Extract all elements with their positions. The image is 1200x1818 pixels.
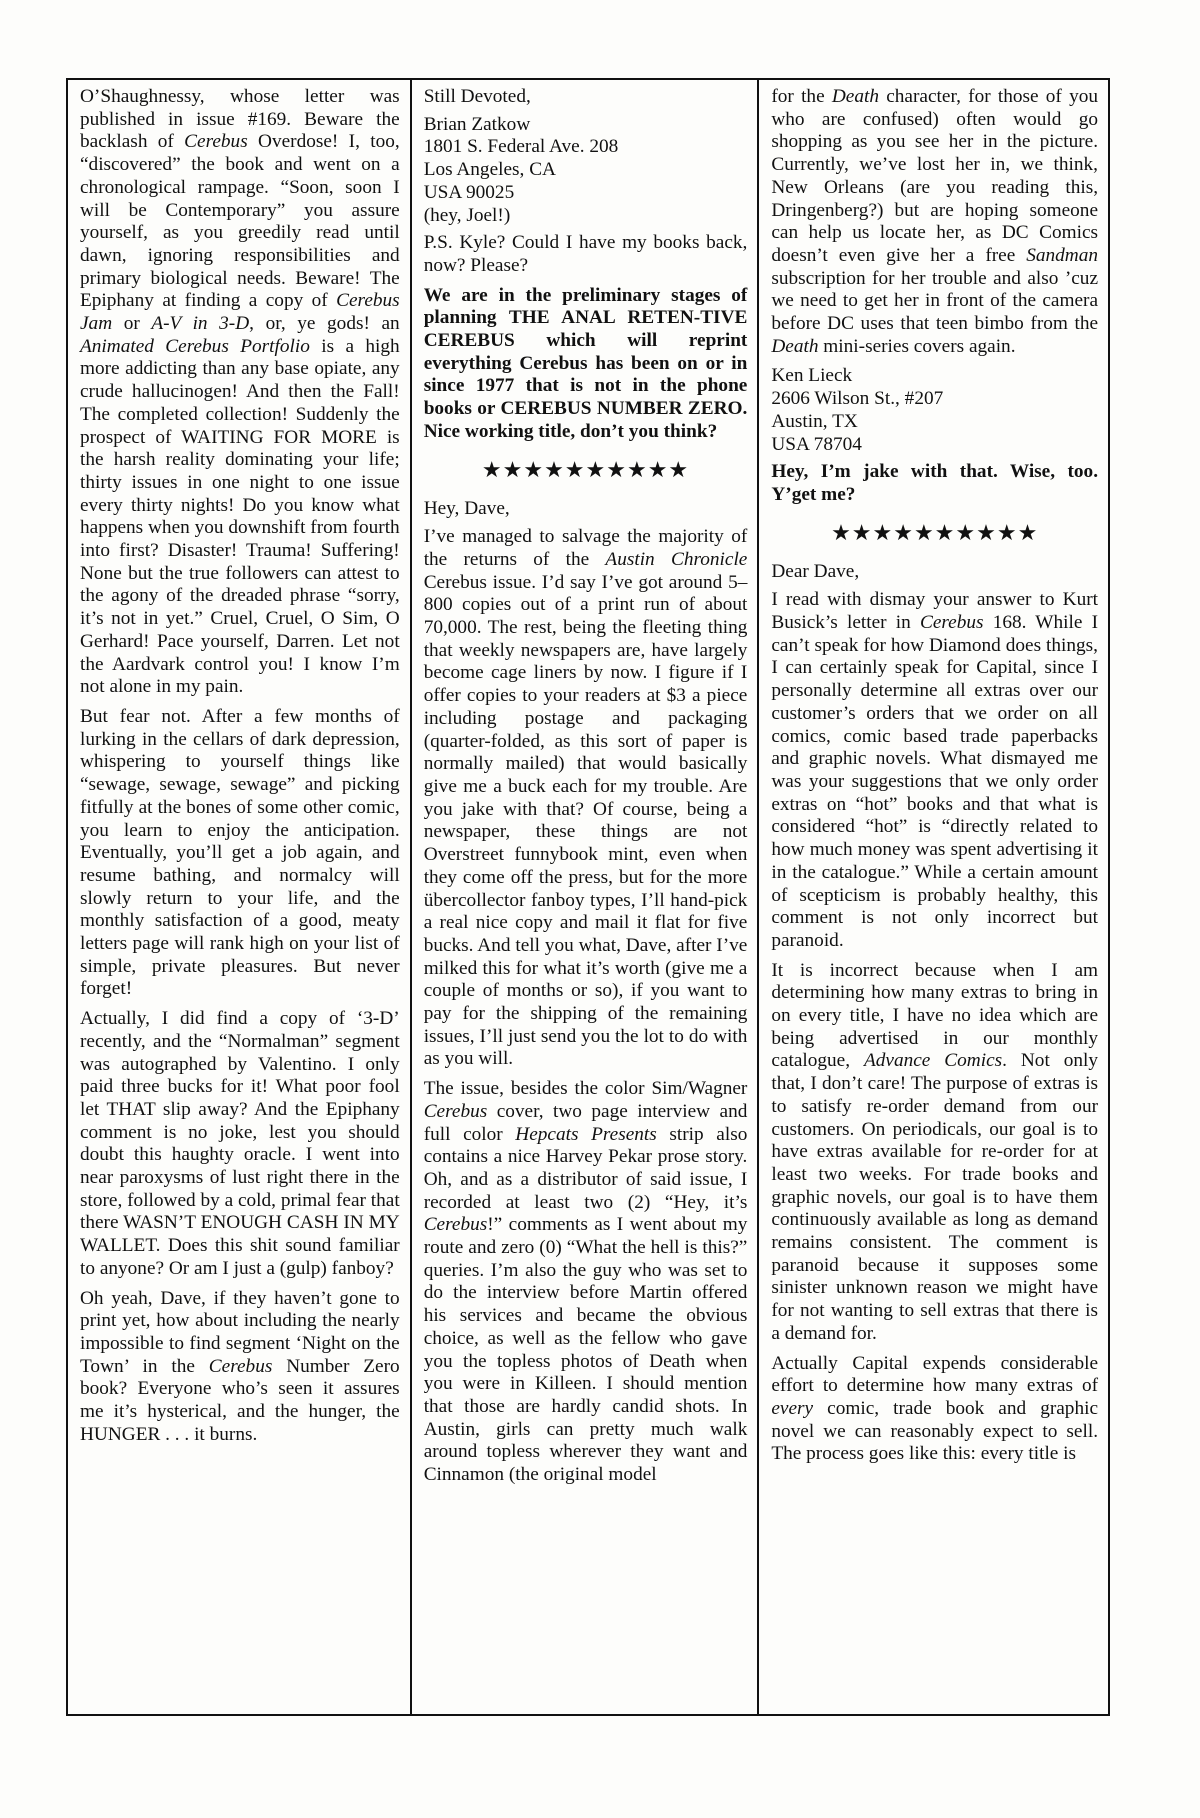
- paragraph: The issue, besides the color Sim/Wagner Cerebus cover, two page interview and full color Hepcats Presents strip also contains a nice Harvey Pekar prose story. Oh, and as a distributor of said issue, I recorded at least two (2) “Hey, it’s Cerebus!” comments as I went about my route and zero (0) “What the hell is this?” queries. I’m also the guy who was set to do the interview before Martin offered his services and became the obvious choice, as well as the fellow who gave you the topless photos of Death when you were in Killeen. I should mention that those are hardly candid shots. In Austin, girls can pretty much walk around topless wherever they want and Cinnamon (the original model: [423, 1078, 748, 1486]
- paragraph: I read with dismay your answer to Kurt Busick’s letter in Cerebus 168. While I can’t speak for how Diamond does things, I can certainly speak for Capital, since I personally determine all extras over our customer’s orders that we order on all comics, comic based trade paperbacks and graphic novels. What dismayed me was your suggestions that we only order extras on “hot” books and that what is considered “hot” is “directly related to how much money was spent advertising it in the catalogue.” While a certain amount of scepticism is probably healthy, this comment is not only incorrect but paranoid.: [771, 589, 1099, 951]
- paragraph: I’ve managed to salvage the majority of the returns of the Austin Chronicle Cerebus issue. I’d say I’ve got around 5–800 copies out of a print run of about 70,000. The rest, being the fleeting thing that weekly newspapers are, have largely become cage liners by now. I figure if I offer copies to your readers at $3 a piece including postage and packaging (quarter-folded, as this sort of paper is normally mailed) that would basically give me a buck each for my trouble. Are you jake with that? Of course, being a newspaper, these things are not Overstreet funnybook mint, even when they come off the press, but for the more übercollector fanboy types, I’ll hand-pick a real nice copy and mail it flat for five bucks. And tell you what, Dave, after I’ve milked this for what it’s worth (give me a couple of months or so), if you want to pay for the shipping of the remaining issues, I’ll just send you the lot to do with as you will.: [423, 526, 748, 1070]
- column-middle: [412, 80, 760, 1714]
- editor-reply: We are in the preliminary stages of planning THE ANAL RETEN-TIVE CEREBUS which will reprint everything Cerebus has been on or in since 1977 that is not in the phone books or CEREBUS NUMBER ZERO. Nice working title, don’t you think?: [423, 284, 748, 442]
- paragraph: But fear not. After a few months of lurking in the cellars of dark depression, whispering to yourself things like “sewage, sewage, sewage” and picking fitfully at the bones of some other comic, you learn to enjoy the anticipation. Eventually, you’ll get a job again, and resume bathing, and normalcy will slowly return to your life, and the monthly satisfaction of a good, meaty letters page will rank high on your list of simple, private pleasures. But never forget!: [80, 705, 400, 1000]
- star-divider: ★★★★★★★★★★: [481, 456, 690, 482]
- salutation: Dear Dave,: [771, 560, 860, 582]
- paragraph: for the Death character, for those of you who are confused) often would go shopping as you see her in the picture. Currently, we’ve lost her in, we think, New Orleans (are you reading this, Dringenberg?) but are hoping someone can help us locate her, as DC Comics doesn’t even give her a free Sandman subscription for her trouble and also ’cuz we need to get her in front of the camera before DC uses that teen bimbo from the Death mini-series covers again.: [771, 86, 1099, 357]
- editor-reply: Hey, I’m jake with that. Wise, too. Y’get me?: [771, 461, 1099, 505]
- letters-page: [66, 78, 1110, 1716]
- star-divider: ★★★★★★★★★★: [831, 519, 1039, 545]
- paragraph: Actually Capital expends considerable effort to determine how many extras of every comic, trade book and graphic novel we can reasonably expect to sell. The process goes like this: every title is: [771, 1352, 1099, 1465]
- signature-block: Still Devoted,: [423, 86, 531, 107]
- paragraph: O’Shaughnessy, whose letter was published in issue #169. Beware the backlash of Cerebus Overdose! I, too, “discovered” the book and went on a chronological rampage. “Soon, soon I will be Contemporary” you assure yourself, as you greedily read until dawn, ignoring responsibilities and primary biological needs. Beware! The Epiphany at finding a copy of Cerebus Jam or A-V in 3-D, or, ye gods! an Animated Cerebus Portfolio is a high more addicting than any base opiate, any crude hallucinogen! And then the Fall! The completed collection! Suddenly the prospect of WAITING FOR MORE is the harsh reality dominating your life; thirty issues in one night to one issue every thirty nights! Do you know what happens when you downshift from fourth into first? Disaster! Trauma! Suffering! None but the true followers can attest to the agony of the dreaded phrase “sorry, it’s not in yet.” Cruel, Cruel, O Sim, O Gerhard! Pace yourself, Darren. Let not the Aardvark control you! I know I’m not alone in my pain.: [80, 86, 400, 698]
- column-left: [68, 80, 412, 1714]
- signature-block: Brian Zatkow 1801 S. Federal Ave. 208 Los Angeles, CA USA 90025 (hey, Joel!): [423, 113, 619, 226]
- signature-block: Ken Lieck 2606 Wilson St., #207 Austin, TX USA 78704: [771, 365, 944, 455]
- paragraph: Oh yeah, Dave, if they haven’t gone to print yet, how about including the nearly impossible to find segment ‘Night on the Town’ in the Cerebus Number Zero book? Everyone who’s seen it assures me it’s hysterical, and the hunger, the HUNGER . . . it burns.: [80, 1287, 400, 1445]
- column-right: [759, 80, 1108, 1714]
- paragraph: Actually, I did find a copy of ‘3-D’ recently, and the “Normalman” segment was autographed by Valentino. I only paid three bucks for it! What poor fool let THAT slip away? And the Epiphany comment is no joke, lest you should doubt this haughty oracle. I went into near paroxysms of lust right there in the store, followed by a cold, primal fear that there WASN’T ENOUGH CASH IN MY WALLET. Does this shit sound familiar to anyone? Or am I just a (gulp) fanboy?: [80, 1008, 400, 1279]
- paragraph: It is incorrect because when I am determining how many extras to bring in on every title, I have no idea which are being advertised in our monthly catalogue, Advance Comics. Not only that, I don’t care! The purpose of extras is to satisfy re-order demand from our customers. On periodicals, our goal is to have extras available for re-order for at least two weeks. For trade books and graphic novels, our goal is to have them continuously available as long as demand remains consistent. The comment is paranoid because it supposes some sinister unknown reason we might have for not wanting to sell extras that there is a demand for.: [771, 959, 1099, 1344]
- salutation: Hey, Dave,: [423, 497, 510, 519]
- paragraph: P.S. Kyle? Could I have my books back, now? Please?: [423, 232, 748, 276]
